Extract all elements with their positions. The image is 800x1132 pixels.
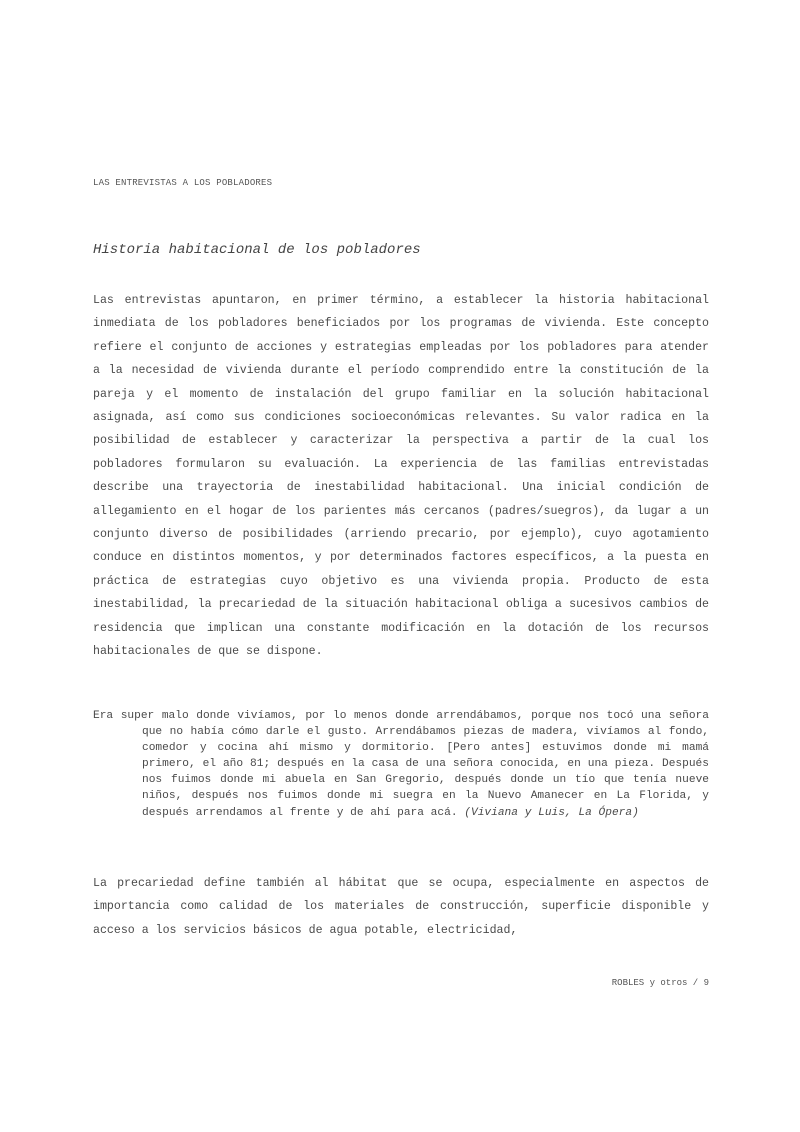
running-head: LAS ENTREVISTAS A LOS POBLADORES [93,178,273,188]
page-footer: ROBLES y otros / 9 [611,978,709,988]
section-title: Historia habitacional de los pobladores [93,242,421,258]
quote-source: (Viviana y Luis, La Ópera) [464,806,639,819]
quote-text: Era super malo donde vivíamos, por lo menos donde arrendábamos, porque nos tocó una señora que no había cómo darle el gusto. Arrendábamos piezas de madera, vivíamos al fondo, comedor y cocina ahí mismo y dormitorio. [Pero antes] estuvimos donde mi mamá primero, el año 81; después en la casa de una señora conocida, en una pieza. Después nos fuimos donde mi abuela en San Gregorio, después donde un tío que tenía nueve niños, después nos fuimos donde mi suegra en la Nuevo Amanecer en La Florida, y después arrendamos al frente y de ahí para acá. [93,710,709,819]
body-paragraph-1: Las entrevistas apuntaron, en primer término, a establecer la historia habitacional inmediata de los pobladores beneficiados por los programas de vivienda. Este concepto refiere el conjunto de acciones y estrategias empleadas por los pobladores para atender a la necesidad de vivienda durante el período comprendido entre la constitución de la pareja y el momento de instalación del grupo familiar en la solución habitacional asignada, así como sus condiciones socioeconómicas relevantes. Su valor radica en la posibilidad de establecer y caracterizar la perspectiva a partir de la cual los pobladores formularon su evaluación. La experiencia de las familias entrevistadas describe una trayectoria de inestabilidad habitacional. Una inicial condición de allegamiento en el hogar de los parientes más cercanos (padres/suegros), da lugar a un conjunto diverso de posibilidades (arriendo precario, por ejemplo), cuyo agotamiento conduce en distintos momentos, y por determinados factores específicos, a la puesta en práctica de estrategias cuyo objetivo es una vivienda propia. Producto de esta inestabilidad, la precariedad de la situación habitacional obliga a sucesivos cambios de residencia que implican una constante modificación en la dotación de los recursos habitacionales de que se dispone. [93,294,709,659]
interview-quote [93,708,709,821]
body-paragraph-2: La precariedad define también al hábitat que se ocupa, especialmente en aspectos de importancia como calidad de los materiales de construcción, superficie disponible y acceso a los servicios básicos de agua potable, electricidad, [93,877,709,937]
